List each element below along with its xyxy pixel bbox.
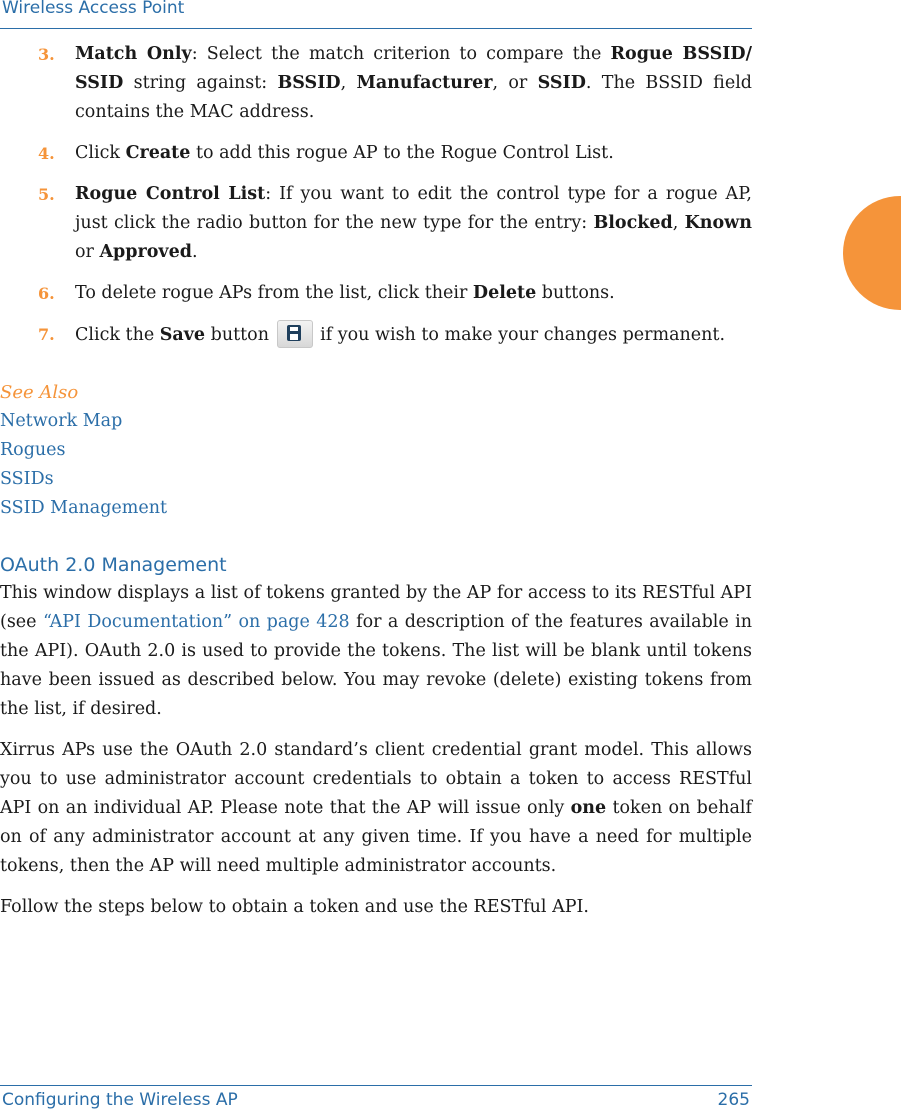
step-text: , (340, 73, 357, 93)
term-delete: Delete (472, 283, 537, 303)
section-heading: OAuth 2.0 Management (0, 554, 227, 576)
step-text: buttons. (536, 283, 615, 303)
term-blocked: Blocked (593, 213, 673, 233)
term-rogue-control-list: Rogue Control List (75, 184, 266, 204)
steps-list (0, 40, 752, 350)
step-text: Click (75, 143, 126, 163)
term-known: Known (684, 213, 752, 233)
save-icon (277, 320, 313, 348)
emphasis-one: one (570, 798, 607, 818)
api-documentation-link[interactable]: “API Documentation” on page 428 (42, 612, 350, 632)
page-header (0, 0, 752, 29)
term-match-only: Match Only (75, 44, 192, 64)
term-rogue-bssid-ssid: Rogue BSSID/ SSID (75, 44, 752, 93)
step-7 (0, 320, 752, 350)
link-ssid-management[interactable]: SSID Management (0, 498, 168, 518)
paragraph (0, 736, 752, 881)
paragraph-text: for a description of the features available in the API). OAuth 2.0 is used to provide the tokens. The list will be blank until tokens have been issued as described below. You may revoke (delete) existing tokens from the list, if desired. (0, 612, 753, 719)
header-title: Wireless Access Point (2, 0, 185, 18)
paragraph: Follow the steps below to obtain a token and use the RESTful API. (0, 897, 589, 917)
link-ssids[interactable]: SSIDs (0, 469, 54, 489)
see-also-heading: See Also (0, 382, 79, 403)
step-5 (0, 180, 752, 267)
step-4 (0, 139, 752, 168)
step-text: . The BSSID field contains the MAC address. (75, 73, 753, 122)
step-text: , or (492, 73, 538, 93)
term-save: Save (159, 325, 206, 345)
step-6 (0, 279, 752, 308)
step-text: : Select the match criterion to compare the (191, 44, 611, 64)
see-also-links (0, 407, 752, 523)
term-manufacturer: Manufacturer (356, 73, 493, 93)
term-create: Create (125, 143, 191, 163)
step-text: : If you want to edit the control type for a rogue AP, just click the radio button for the new type for the entry: (75, 184, 752, 233)
step-text: . (191, 242, 198, 262)
step-text: Click the (75, 325, 160, 345)
step-text: or (75, 242, 100, 262)
step-text: , (672, 213, 685, 233)
step-text: To delete rogue APs from the list, click their (75, 283, 473, 303)
link-network-map[interactable]: Network Map (0, 411, 123, 431)
step-text: if you wish to make your changes permanent. (314, 325, 726, 345)
paragraph-text: token on behalf on of any administrator account at any given time. If you have a need for multiple tokens, then the AP will need multiple administrator accounts. (0, 798, 752, 876)
step-number: 3. (38, 45, 55, 64)
step-number: 5. (38, 185, 55, 204)
footer-chapter-title: Configuring the Wireless AP (2, 1090, 238, 1110)
step-text: button (205, 325, 275, 345)
step-number: 7. (38, 325, 55, 344)
step-3 (0, 40, 752, 127)
term-approved: Approved (99, 242, 192, 262)
step-number: 6. (38, 284, 55, 303)
page-number: 265 (717, 1090, 750, 1110)
chapter-tab-marker (843, 196, 901, 310)
step-number: 4. (38, 144, 55, 163)
page-footer (0, 1085, 752, 1110)
paragraph-text: This window displays a list of tokens granted by the AP for access to its RESTful API (see (0, 583, 752, 632)
step-text: to add this rogue AP to the Rogue Control List. (190, 143, 614, 163)
term-bssid: BSSID (277, 73, 341, 93)
paragraph (0, 579, 752, 724)
step-text: string against: (123, 73, 278, 93)
page-content (0, 40, 752, 934)
paragraph-text: Xirrus APs use the OAuth 2.0 standard’s client credential grant model. This allows you to use administrator account credentials to obtain a token to access RESTful API on an individual AP. Please note that the AP will issue only (0, 740, 752, 818)
term-ssid: SSID (537, 73, 586, 93)
link-rogues[interactable]: Rogues (0, 440, 66, 460)
